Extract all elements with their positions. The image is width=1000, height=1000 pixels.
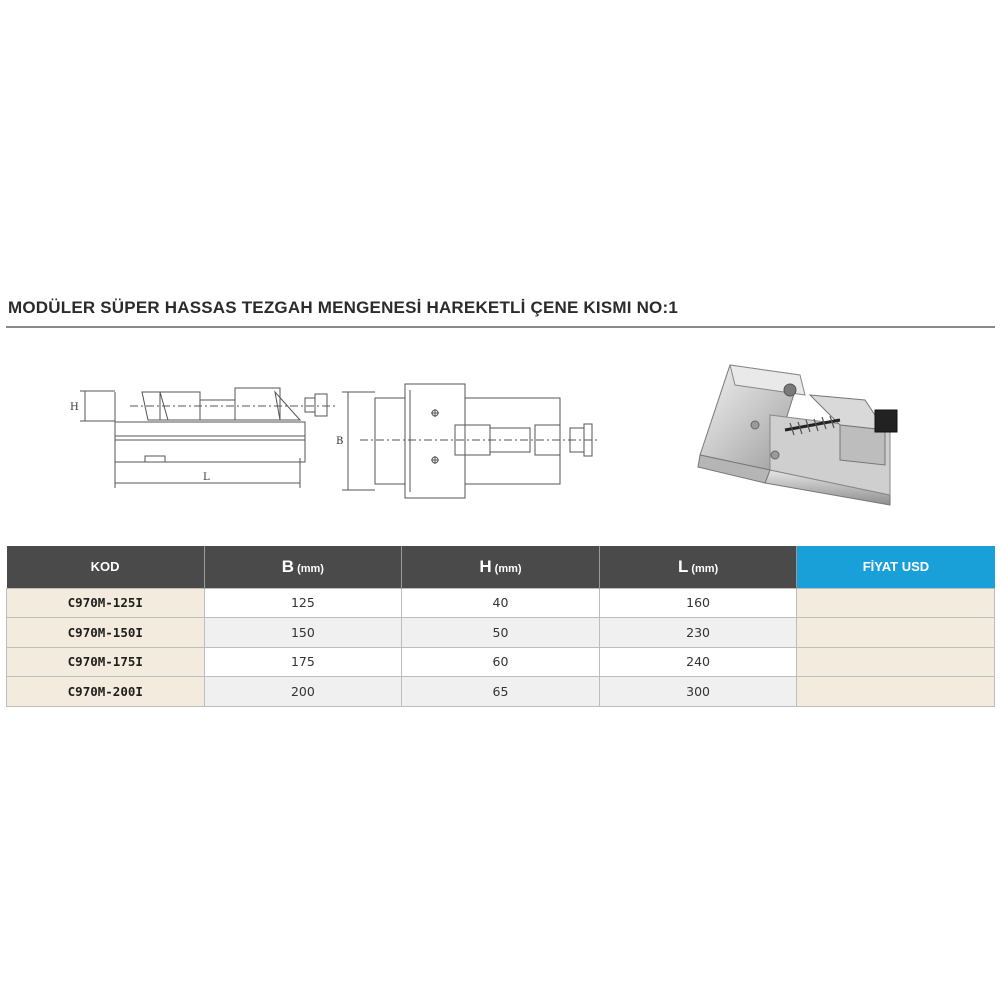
table-row [7,588,995,618]
cell-b: 200 [204,677,402,707]
cell-kod: C970M-125I [7,588,205,618]
table-row [7,647,995,677]
table-row [7,677,995,707]
h-dimension-label: H [70,402,79,413]
cell-h: 60 [402,647,600,677]
cell-b: 150 [204,618,402,648]
table-row [7,618,995,648]
vise-product-image [690,355,910,515]
header-l: L (mm) [599,546,797,588]
page-title: MODÜLER SÜPER HASSAS TEZGAH MENGENESİ HAREKETLİ ÇENE KISMI NO:1 [8,298,678,317]
cell-l: 230 [599,618,797,648]
cell-b: 175 [204,647,402,677]
spec-table [6,546,995,707]
header-kod: KOD [7,546,205,588]
header-h: H (mm) [402,546,600,588]
cell-price [797,647,995,677]
top-view-drawing [330,370,610,500]
cell-kod: C970M-200I [7,677,205,707]
cell-h: 65 [402,677,600,707]
cell-h: 50 [402,618,600,648]
b-dimension-label: B [336,436,344,447]
cell-l: 160 [599,588,797,618]
cell-kod: C970M-150I [7,618,205,648]
title-divider [6,326,995,328]
cell-l: 300 [599,677,797,707]
cell-price [797,677,995,707]
cell-price [797,588,995,618]
l-dimension-label: L [203,472,210,483]
cell-h: 40 [402,588,600,618]
cell-kod: C970M-175I [7,647,205,677]
cell-price [797,618,995,648]
side-view-drawing [60,370,340,500]
header-b: B (mm) [204,546,402,588]
header-price: FİYAT USD [797,546,995,588]
cell-b: 125 [204,588,402,618]
cell-l: 240 [599,647,797,677]
